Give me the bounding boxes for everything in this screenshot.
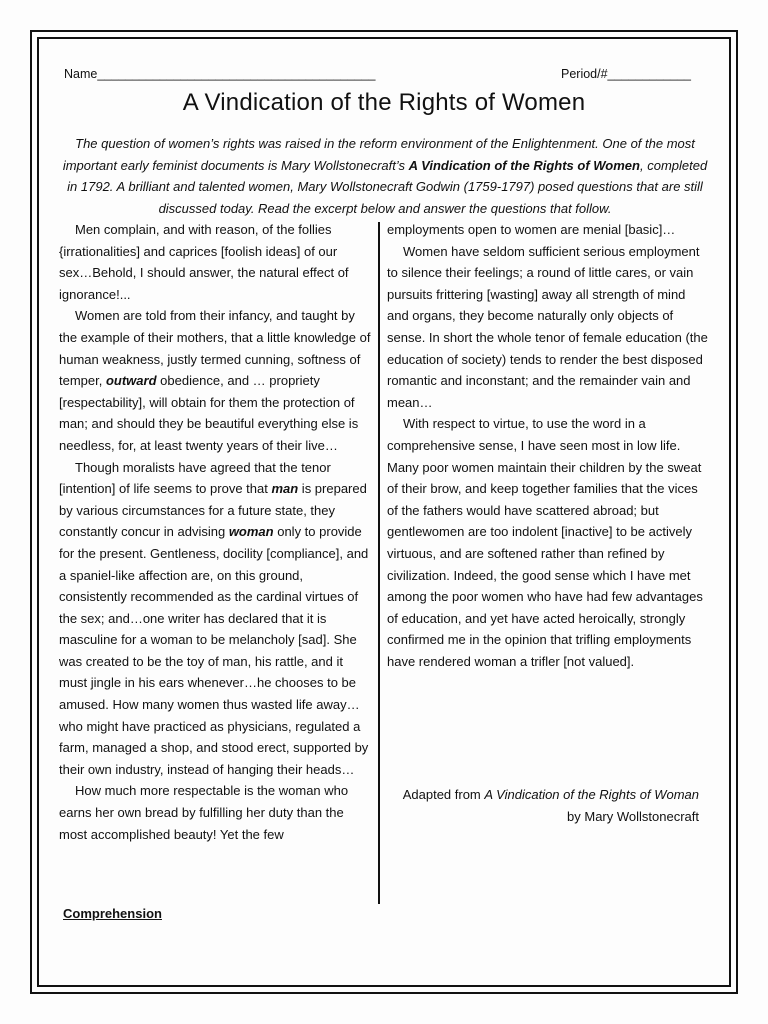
excerpt-text: only to provide for the present. Gentleness, docility [compliance], and a spaniel-like affection are, on this ground, consistently recommended as the cardinal virtues of the sex; and…one writer has declared that it is masculine for a woman to be melancholy [sad]. She was created to be the toy of man, his rattle, and it must jingle in his ears whenever…he chooses to be amused. How many women thus wasted life away…who might have practiced as physicians, regulated a farm, managed a shop, and stood erect, supported by their own industry, instead of hanging their heads…: [59, 524, 369, 777]
intro-book-title: A Vindication of the Rights of Women: [408, 157, 640, 173]
excerpt-right-column: [387, 219, 709, 672]
comprehension-heading: Comprehension: [63, 906, 162, 921]
attribution-suffix: by Mary Wollstonecraft: [567, 808, 699, 824]
column-divider: [378, 222, 380, 904]
intro-text-part1: The question of women’s rights was raised in the reform environment of the Enlightenment. One of the most important early feminist documents is Mary Wollstonecraft’s: [62, 136, 695, 173]
excerpt-text: Though moralists have agreed that the tenor [intention] of life seems to prove that: [59, 459, 331, 497]
attribution-prefix: Adapted from: [402, 787, 485, 802]
excerpt-paragraph: How much more respectable is the woman who earns her own bread by fulfilling her duty than the most accomplished beauty! Yet the few: [59, 783, 349, 842]
period-field-line: Period/#____________: [561, 67, 691, 81]
name-field-line: Name________________________________________: [64, 67, 376, 81]
excerpt-left-column: [59, 219, 371, 845]
excerpt-paragraph: employments open to women are menial [basic]…: [387, 222, 676, 237]
emphasized-word: woman: [228, 524, 274, 540]
excerpt-paragraph: [59, 305, 371, 456]
excerpt-paragraph: Women have seldom sufficient serious employment to silence their feelings; a round of little cares, or vain pursuits frittering [wasting] away all strength of mind and organs, they become naturally only objects of sense. In short the whole tenor of female education (the education of society) tends to render the best disposed romantic and inconstant; and the remainder vain and mean…: [387, 243, 708, 410]
intro-text-part2: , completed in 1792. A brilliant and talented women, Mary Wollstonecraft Godwin (1759-1797) posed questions that are still discussed today. Read the excerpt below and answer the questions that follow.: [67, 157, 708, 216]
excerpt-paragraph: [59, 457, 371, 781]
excerpt-text: is prepared by various circumstances for a future state, they constantly concur in advising: [59, 481, 367, 540]
intro-paragraph: [60, 133, 710, 219]
attribution-work-title: A Vindication of the Rights of Woman: [484, 787, 699, 802]
emphasized-word: man: [271, 481, 299, 497]
excerpt-text: obedience, and … propriety [respectability], will obtain for them the protection of man; and should they be beautiful everything else is needless, for, at least twenty years of their live…: [59, 373, 359, 453]
emphasized-word: outward: [105, 373, 157, 389]
source-attribution: [387, 784, 699, 827]
excerpt-text: Women are told from their infancy, and taught by the example of their mothers, that a little knowledge of human weakness, justly termed cunning, softness of temper,: [59, 308, 371, 389]
excerpt-paragraph: With respect to virtue, to use the word in a comprehensive sense, I have seen most in low life. Many poor women maintain their children by the sweat of their brow, and keep together families that the vices of the fathers would have scattered abroad; but gentlewomen are too indolent [inactive] to be actively virtuous, and are softened rather than refined by civilization. Indeed, the good sense which I have met among the poor women who have had few advantages of education, and yet have acted heroically, strongly confirmed me in the opinion that trifling employments have rendered woman a trifler [not valued].: [387, 416, 703, 669]
excerpt-paragraph: Men complain, and with reason, of the follies {irrationalities] and caprices [foolish ideas] of our sex…Behold, I should answer, the natural effect of ignorance!...: [59, 222, 349, 302]
page-title: A Vindication of the Rights of Women: [182, 89, 586, 116]
